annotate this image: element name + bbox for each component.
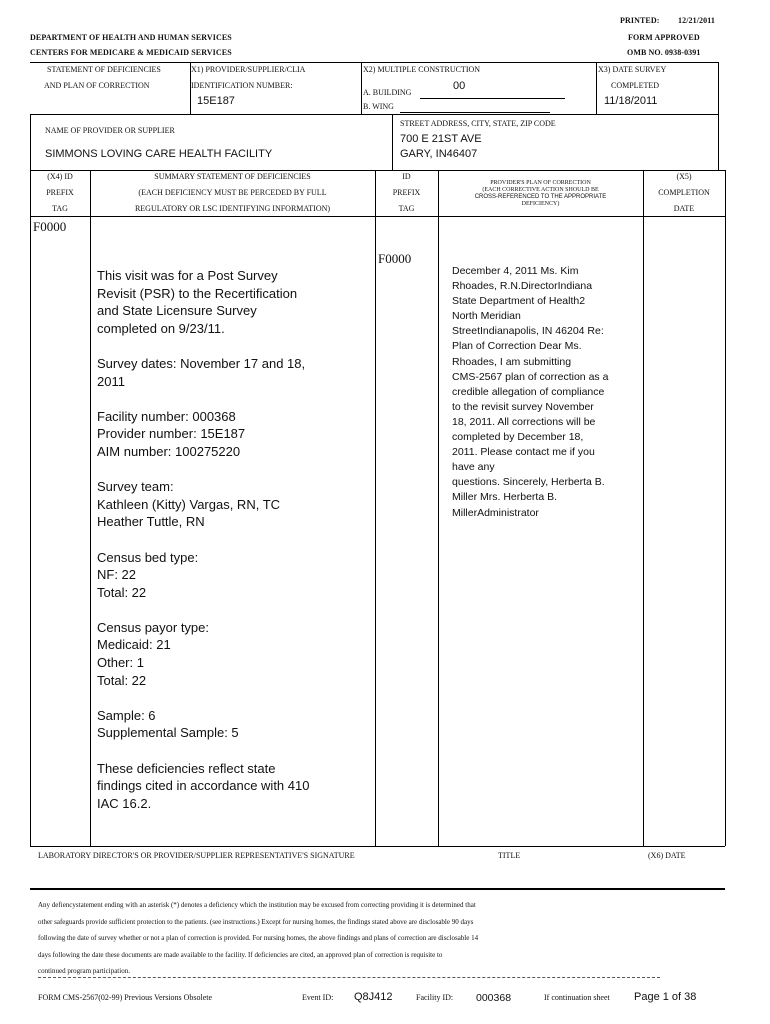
x5-header-2: COMPLETION xyxy=(658,188,710,197)
x4-header-1: (X4) ID xyxy=(47,172,73,181)
form-approved: FORM APPROVED xyxy=(628,33,700,42)
plan-header-4: DEFICIENCY) xyxy=(521,201,560,207)
x2-label: X2) MULTIPLE CONSTRUCTION xyxy=(363,65,481,74)
x2-wing-label: B. WING xyxy=(363,102,394,111)
rule-col-x4 xyxy=(90,170,91,846)
disclaimer-line: following the date of survey whether or not a plan of correction is provided. For nursing homes, the above findings and plans of correction are disclosable 14 xyxy=(38,934,479,943)
disclaimer-line: other safeguards provide sufficient protection to the patients. (see instructions.) Except for nursing homes, the findings stated above are disclosable 90 days xyxy=(38,917,474,926)
printed-label: PRINTED: xyxy=(620,16,660,25)
statement-label-1: STATEMENT OF DEFICIENCIES xyxy=(47,65,161,74)
x5-header-1: (X5) xyxy=(676,172,692,181)
disclaimer-line: Any defiencystatement ending with an asterisk (*) denotes a deficiency which the institution may be excused from correcting providing it is determined that xyxy=(38,901,476,909)
x4-header-3: TAG xyxy=(52,204,68,213)
rule-col-left xyxy=(30,170,31,846)
rule-provider-mid xyxy=(392,114,393,170)
rule-provider-left xyxy=(30,114,31,170)
id-header-2: PREFIX xyxy=(392,188,421,197)
id-header-1: ID xyxy=(402,172,411,181)
form-number: FORM CMS-2567(02-99) Previous Versions Obsolete xyxy=(38,993,213,1002)
right-prefix-tag: F0000 xyxy=(378,251,412,266)
x2-building-label: A. BUILDING xyxy=(363,88,412,97)
continuation-label: If continuation sheet xyxy=(544,993,610,1002)
rule-top xyxy=(30,62,718,63)
statement-label-2: AND PLAN OF CORRECTION xyxy=(44,81,150,90)
summary-paragraph: Survey dates: November 17 and 18, 2011 xyxy=(97,355,306,389)
x1-value: 15E187 xyxy=(197,95,235,107)
event-id-label: Event ID: xyxy=(302,993,334,1002)
address-line-2: GARY, IN46407 xyxy=(400,148,478,160)
x3-label-1: X3) DATE SURVEY xyxy=(598,65,667,74)
disclaimer-text xyxy=(38,897,698,980)
summary-header-2: (EACH DEFICIENCY MUST BE PERCEDED BY FULL xyxy=(138,188,327,197)
plan-header-2: (EACH CORRECTIVE ACTION SHOULD BE xyxy=(482,187,599,193)
plan-header-3: CROSS-REFERENCED TO THE APPROPRIATE xyxy=(474,194,607,200)
rule-provider-right xyxy=(718,114,719,170)
title-label: TITLE xyxy=(498,851,521,860)
building-underline xyxy=(420,98,565,99)
summary-header-3: REGULATORY OR LSC IDENTIFYING INFORMATION) xyxy=(134,204,331,213)
x1-label-1: X1) PROVIDER/SUPPLIER/CLIA xyxy=(191,65,306,74)
event-id-value: Q8J412 xyxy=(354,991,393,1003)
rule-x2-left xyxy=(361,62,362,114)
rule-top-right xyxy=(718,62,719,114)
centers-title: CENTERS FOR MEDICARE & MEDICAID SERVICES xyxy=(30,48,232,57)
omb-number: OMB NO. 0938-0391 xyxy=(627,48,701,57)
x4-header-2: PREFIX xyxy=(46,188,74,197)
department-title: DEPARTMENT OF HEALTH AND HUMAN SERVICES xyxy=(30,33,232,42)
plan-of-correction-text: December 4, 2011 Ms. Kim Rhoades, R.N.DirectorIndiana State Department of Health2 North Meridian StreetIndianapolis, IN 46204 Re: Plan of Correction Dear Ms. Rhoades, I am submitting CMS-2567 plan of correction as a credible allegation of compliance to the revisit survey November 18, 2011. All corrections will be completed by December 18, 2011. Please contact me if you have any questions. Sincerely, Herberta B. Miller Mrs. Herberta B. MillerAdministrator xyxy=(452,265,609,519)
x3-label-2: COMPLETED xyxy=(611,81,659,90)
summary-statement xyxy=(97,267,367,830)
x1-label-2: IDENTIFICATION NUMBER: xyxy=(191,81,293,90)
rule-col-right xyxy=(725,170,726,846)
provider-name-value: SIMMONS LOVING CARE HEALTH FACILITY xyxy=(45,148,273,160)
facility-id-label: Facility ID: xyxy=(416,993,454,1002)
address-label: STREET ADDRESS, CITY, STATE, ZIP CODE xyxy=(400,119,556,128)
left-prefix-tag: F0000 xyxy=(33,219,67,234)
signature-label: LABORATORY DIRECTOR'S OR PROVIDER/SUPPLIER REPRESENTATIVE'S SIGNATURE xyxy=(38,851,355,860)
rule-col-id xyxy=(438,170,439,846)
rule-body-bottom xyxy=(30,846,725,847)
rule-col-summary xyxy=(375,170,376,846)
summary-paragraph: Sample: 6 Supplemental Sample: 5 xyxy=(97,707,239,741)
rule-columns-bottom xyxy=(30,216,725,217)
plan-header-1: PROVIDER'S PLAN OF CORRECTION xyxy=(490,180,591,186)
wing-underline xyxy=(400,112,550,113)
summary-paragraph: Census bed type: NF: 22 Total: 22 xyxy=(97,549,199,600)
page-number: Page 1 of 38 xyxy=(634,991,697,1003)
summary-header-1: SUMMARY STATEMENT OF DEFICIENCIES xyxy=(154,172,311,181)
summary-paragraph: Facility number: 000368 Provider number: 15E187 AIM number: 100275220 xyxy=(97,408,246,459)
rule-columns-top xyxy=(30,170,725,171)
disclaimer-line: days following the date these documents are made available to the facility. If deficiencies are cited, an approved plan of correction is requisite to xyxy=(38,950,443,959)
x6-date-label: (X6) DATE xyxy=(648,851,686,860)
rule-disclaimer-bottom xyxy=(38,977,660,978)
summary-paragraph: Survey team: Kathleen (Kitty) Vargas, RN, TC Heather Tuttle, RN xyxy=(97,479,281,530)
rule-signature-bottom xyxy=(30,888,725,890)
summary-paragraph: Census payor type: Medicaid: 21 Other: 1 Total: 22 xyxy=(97,619,210,688)
id-header-3: TAG xyxy=(398,204,415,213)
x5-header-3: DATE xyxy=(673,204,695,213)
disclaimer-line: continued program participation. xyxy=(38,967,130,976)
rule-x3-left xyxy=(596,62,597,114)
summary-paragraph: These deficiencies reflect state findings cited in accordance with 410 IAC 16.2. xyxy=(97,760,310,811)
provider-name-label: NAME OF PROVIDER OR SUPPLIER xyxy=(45,126,175,135)
rule-provider-top xyxy=(30,114,718,115)
address-line-1: 700 E 21ST AVE xyxy=(400,133,482,145)
rule-col-plan xyxy=(643,170,644,846)
summary-paragraph: This visit was for a Post Survey Revisit (PSR) to the Recertification and State Licensure Survey completed on 9/23/11. xyxy=(97,268,298,336)
printed-date: 12/21/2011 xyxy=(678,16,716,25)
x2-building-value: 00 xyxy=(453,80,466,92)
x3-value: 11/18/2011 xyxy=(604,95,658,107)
facility-id-value: 000368 xyxy=(476,992,512,1004)
